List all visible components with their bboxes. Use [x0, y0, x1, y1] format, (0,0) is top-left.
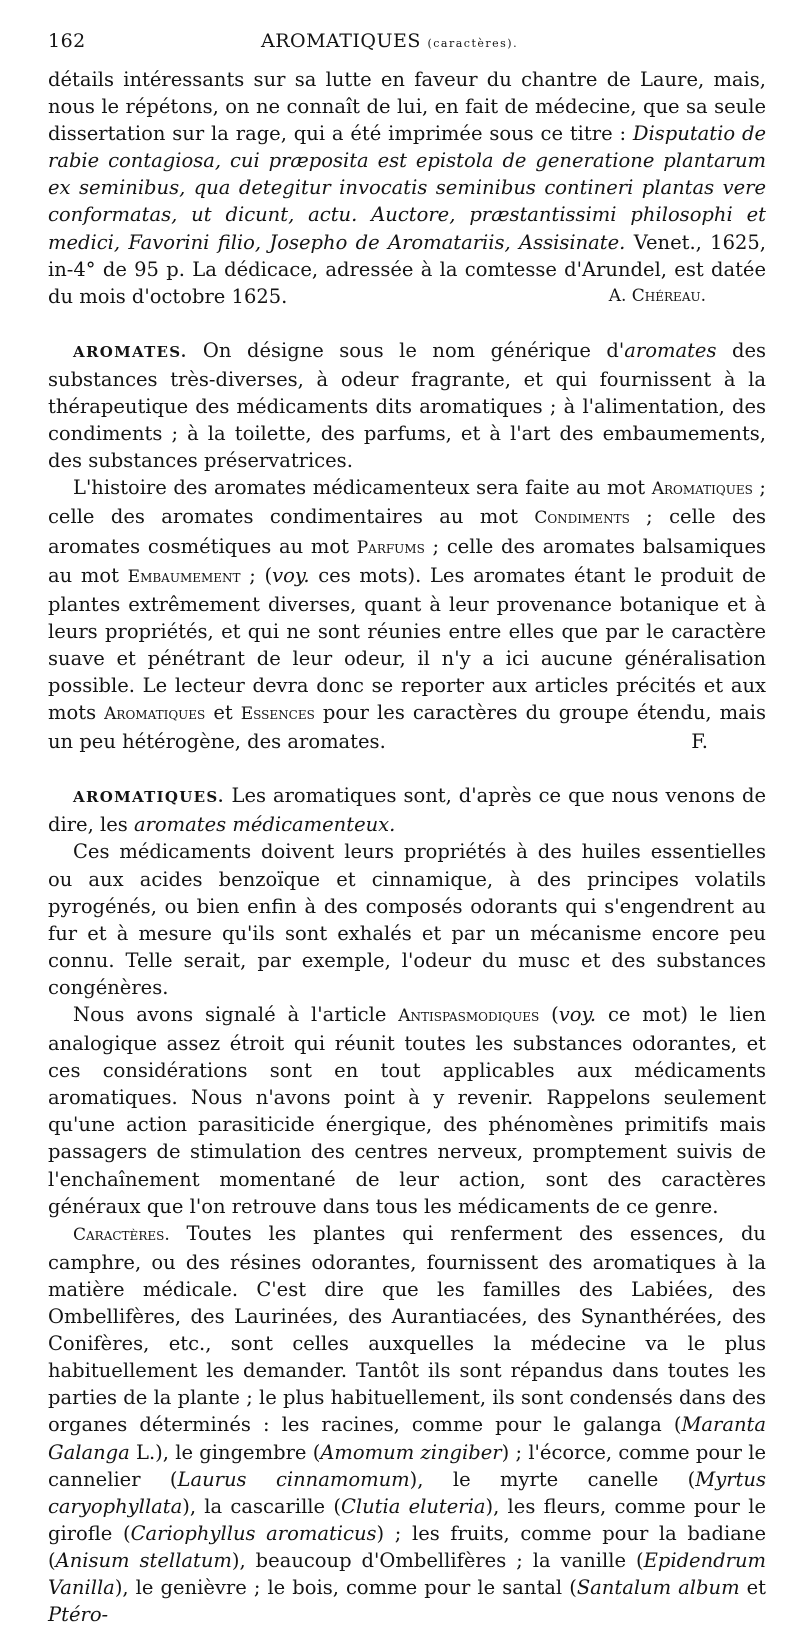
page-body: [48, 66, 766, 1628]
cross-reference: Condiments: [534, 508, 630, 529]
text: et: [739, 1575, 766, 1599]
italic-term: aromates: [624, 338, 717, 362]
species-name: Cariophyllus aromaticus: [130, 1521, 377, 1545]
running-title-sub: (caractères).: [427, 37, 519, 50]
text: ces mots). Les aromates étant le produit de plantes extrêmement diverses, quant à leur provenance botanique et à leurs propriétés, et qui ne sont réunies entre elles que par le caractère suave et pénétrant de leur odeur, il n'y a ici aucune généralisation possible. Le lecteur devra donc se reporter aux articles précités et aux mots: [48, 563, 766, 725]
voy-abbrev: voy.: [272, 563, 310, 587]
text: ), beaucoup d'Ombellifères ; la vanille (: [231, 1548, 644, 1572]
aromatiques-paragraph-1: [48, 782, 766, 838]
intro-text: détails intéressants sur sa lutte en faveur du chantre de Laure, mais, nous le répétons, on ne connaît de lui, en fait de médecine, que sa seule dissertation sur la rage, qui a été imprimée sous ce titre :: [48, 68, 766, 146]
species-name: Myrtus caryophyllata: [48, 1467, 766, 1518]
text: Nous avons signalé à l'article: [73, 1003, 399, 1026]
text: et: [205, 701, 241, 725]
author-signature: A. Chéreau.: [608, 285, 706, 306]
text: Toutes les plantes qui renferment des essences, du camphre, ou des résines odorantes, fournissent des aromatiques à la matière médicale. C'est dire que les familles des Labiées, des Ombellifères, des Laurinées, des Aurantiacées, des Synanthérées, des Conifères, etc., sont celles auxquelles la médecine va le plus habituellement les demander. Tantôt ils sont répandus dans toutes les parties de la plante ; le plus habituellement, ils sont condensés dans des organes déterminés : les racines, comme pour le galanga (: [48, 1221, 766, 1437]
species-name: Clutia eluteria: [340, 1494, 486, 1518]
running-title-main: AROMATIQUES: [261, 30, 421, 52]
running-title: [261, 30, 518, 52]
species-name: Laurus cinnamomum: [177, 1467, 410, 1491]
text: L'histoire des aromates médicamenteux sera faite au mot: [73, 476, 652, 500]
text: Les aromatiques sont, d'après ce que nous venons de dire, les: [48, 784, 766, 837]
aromatiques-paragraph-4: [48, 1220, 766, 1628]
latin-title: Disputatio de rabie contagiosa, cui præposita est epistola de generatione plantarum ex seminibus, qua detegitur invocatis seminibus contineri plantas vere conformatas, ut dicunt, actu. Auctore, præstantissimi philosophi et medici, Favorini filio, Josepho de Aromatariis, Assisinate.: [48, 122, 766, 254]
page-number: 162: [48, 30, 86, 52]
text: ), le myrte canelle (: [409, 1467, 696, 1491]
cross-reference: Essences: [240, 704, 315, 725]
text: ) ; l'écorce, comme pour le cannelier (: [48, 1440, 766, 1491]
author-signature: F.: [691, 730, 708, 754]
text: ; (: [240, 563, 273, 587]
intro-paragraph: [48, 66, 766, 310]
text: ; celle des aromates cosmétiques au mot: [48, 505, 767, 558]
aromatiques-paragraph-3: [48, 1001, 766, 1220]
section-label: Caractères.: [73, 1224, 170, 1245]
entry-heading-aromatiques: AROMATIQUES.: [73, 788, 225, 807]
text: pour les caractères du groupe étendu, mais un peu hétérogène, des aromates.: [48, 701, 767, 754]
text: On désigne sous le nom générique d': [187, 338, 625, 362]
text: ) ; les fruits, comme pour la badiane (: [48, 1521, 766, 1572]
species-name: Ptéro-: [48, 1603, 109, 1627]
aromatiques-paragraph-2: Ces médicaments doivent leurs propriétés à des huiles essentielles ou aux acides benzoïque et cinnamique, à des principes volatils pyrogénés, ou bien enfin à des composés odorants qui s'engendrent au fur et à mesure qu'ils sont exhalés et par un mécanisme encore peu connu. Telle serait, par exemple, l'odeur du musc et des substances congénères.: [48, 840, 766, 999]
italic-term: aromates médicamenteux.: [133, 813, 396, 837]
text: L.), le gingembre (: [129, 1440, 321, 1464]
text: des substances très-diverses, à odeur fragrante, et qui fournissent à la thérapeutique des médicaments dits aromatiques ; à l'alimentation, des condiments ; à la toilette, des parfums, et à l'art des embaumements, des substances préservatrices.: [48, 338, 766, 473]
cross-reference: Aromatiques: [651, 479, 753, 500]
cross-reference: Embaumement: [127, 566, 241, 587]
species-name: Maranta Galanga: [48, 1413, 766, 1464]
cross-reference: Aromatiques: [104, 704, 206, 725]
species-name: Santalum album: [576, 1575, 740, 1599]
text: ), la cascarille (: [182, 1494, 341, 1518]
cross-reference: Parfums: [356, 537, 425, 558]
species-name: Anisum stellatum: [55, 1548, 232, 1572]
aromates-paragraph-2: [48, 474, 766, 755]
voy-abbrev: voy.: [558, 1003, 597, 1026]
text: ), les fleurs, comme pour le girofle (: [48, 1494, 767, 1545]
text: ce mot) le lien analogique assez étroit qui réunit toutes les substances odorantes, et ces considérations sont en tout applicables aux médicaments aromatiques. Nous n'avons point à y revenir. Rappelons seulement qu'une action parasiticide énergique, des phénomènes primitifs mais passagers de stimulation des centres nerveux, promptement suivis de l'enchaînement momentané de leur action, sont des caractères généraux que l'on retrouve dans tous les médicaments de ce genre.: [48, 1003, 767, 1218]
text: ), le genièvre ; le bois, comme pour le santal (: [114, 1575, 577, 1599]
text: ; celle des aromates condimentaires au mot: [48, 476, 766, 529]
species-name: Epidendrum Vanilla: [48, 1548, 766, 1599]
entry-heading-aromates: AROMATES.: [73, 342, 188, 361]
aromates-paragraph-1: [48, 337, 766, 474]
running-header: [48, 30, 763, 56]
intro-text-end: Venet., 1625, in-4° de 95 p. La dédicace, adressée à la comtesse d'Arundel, est datée du mois d'octobre 1625.: [48, 230, 767, 308]
text: ; celle des aromates balsamiques au mot: [48, 534, 766, 587]
text: (: [539, 1003, 559, 1026]
cross-reference: Antispasmodiques: [398, 1006, 540, 1026]
species-name: Amomum zingiber: [320, 1440, 502, 1464]
